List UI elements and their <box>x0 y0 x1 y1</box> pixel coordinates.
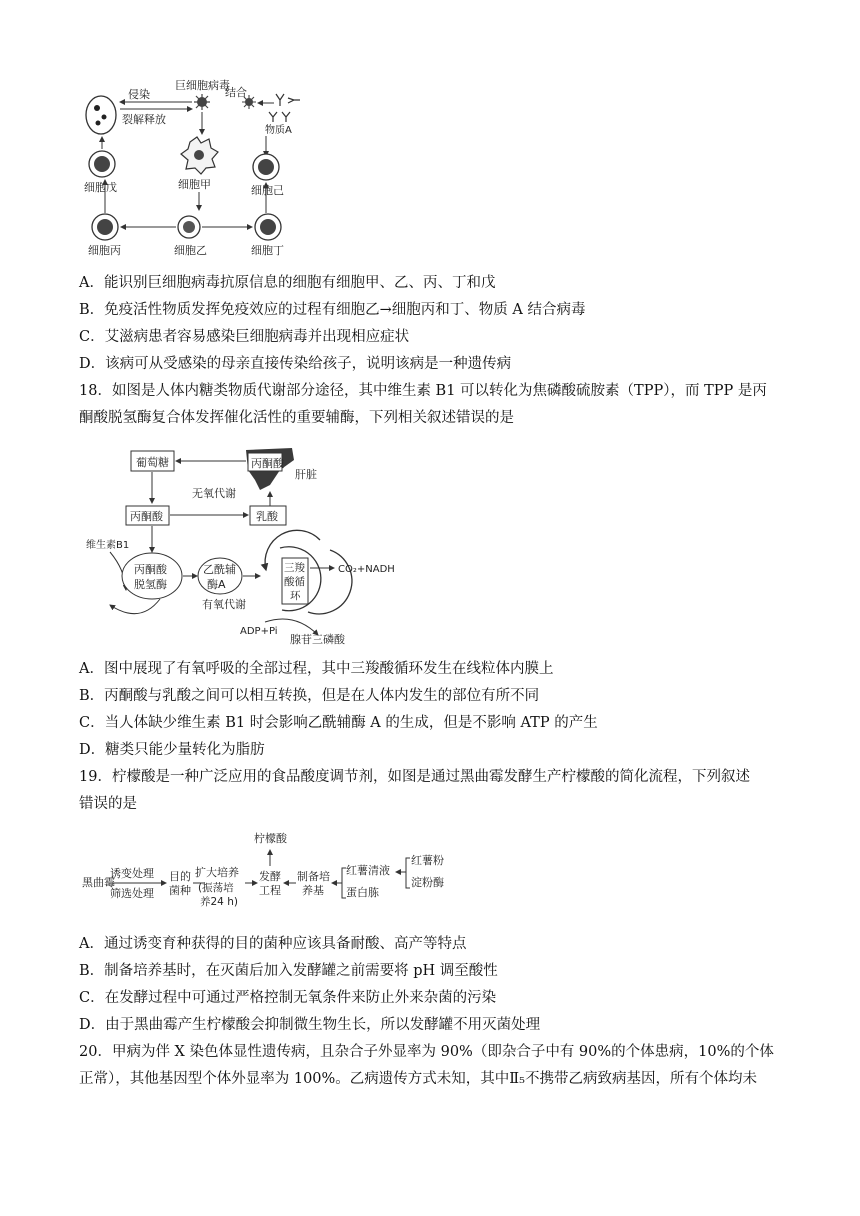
label-atp: 腺苷三磷酸 <box>290 633 345 645</box>
label-acoa-1: 乙酰辅 <box>203 563 236 576</box>
q19-stem-line-2: 错误的是 <box>79 796 137 812</box>
cell-jia <box>181 137 218 174</box>
label-aerobic: 有氧代谢 <box>202 598 246 611</box>
label-screening: 筛选处理 <box>110 887 154 900</box>
cell-ding <box>255 214 281 240</box>
figure-q18-metabolism-diagram <box>80 440 420 645</box>
label-target-2: 菌种 <box>169 884 191 897</box>
cell-yi <box>178 216 200 238</box>
cell-wu <box>89 151 115 177</box>
label-ferment-2: 工程 <box>259 884 281 897</box>
q17-option-a: A．能识别巨细胞病毒抗原信息的细胞有细胞甲、乙、丙、丁和戊 <box>79 275 496 291</box>
label-aspergillus: 黑曲霉 <box>82 876 115 889</box>
label-cell-ding: 细胞丁 <box>251 244 284 257</box>
label-peptone: 蛋白胨 <box>346 886 379 899</box>
label-sweet-potato-powder: 红薯粉 <box>411 854 444 867</box>
label-cell-ji: 细胞己 <box>251 184 284 197</box>
label-tca-3: 环 <box>290 590 301 602</box>
label-shake-2: 养24 h) <box>200 896 238 908</box>
label-tca-2: 酸循 <box>284 576 305 588</box>
label-anaerobic: 无氧代谢 <box>192 487 236 500</box>
cell-bing <box>92 214 118 240</box>
label-lyse: 裂解释放 <box>122 113 166 126</box>
label-citric: 柠檬酸 <box>254 832 287 845</box>
label-liver: 肝脏 <box>295 468 317 481</box>
antibody-icon <box>269 94 300 122</box>
q19-option-b: B．制备培养基时，在灭菌后加入发酵罐之前需要将 pH 调至酸性 <box>79 963 498 979</box>
label-cell-yi: 细胞乙 <box>174 244 207 257</box>
label-target-1: 目的 <box>169 870 191 883</box>
infected-cell <box>86 96 116 134</box>
label-invade: 侵染 <box>128 88 150 101</box>
label-vitb1: 维生素B1 <box>86 540 130 551</box>
label-glucose: 葡萄糖 <box>136 456 169 469</box>
label-cell-jia: 细胞甲 <box>178 178 211 191</box>
cell-ji <box>253 154 279 180</box>
label-bind: 结合 <box>225 86 247 99</box>
q19-option-d: D．由于黑曲霉产生柠檬酸会抑制微生物生长，所以发酵罐不用灭菌处理 <box>79 1017 541 1033</box>
label-cmv: 巨细胞病毒 <box>175 79 230 92</box>
figure-q19-flow-diagram <box>80 828 460 918</box>
q20-stem-line-2: 正常），其他基因型个体外显率为 100%。乙病遗传方式未知，其中Ⅱ₅不携带乙病致病基因，所有个体均未 <box>79 1071 757 1087</box>
label-lactate: 乳酸 <box>256 510 278 523</box>
label-expand: 扩大培养 <box>195 866 239 879</box>
q18-option-b: B．丙酮酸与乳酸之间可以相互转换，但是在人体内发生的部位有所不同 <box>79 688 540 704</box>
q18-option-c: C．当人体缺少维生素 B1 时会影响乙酰辅酶 A 的生成，但是不影响 ATP 的产生 <box>79 715 598 731</box>
label-medium-2: 养基 <box>302 884 324 897</box>
label-shake-1: (振荡培 <box>198 882 234 894</box>
q18-stem-line-1: 18．如图是人体内糖类物质代谢部分途径，其中维生素 B1 可以转化为焦磷酸硫胺素（TPP），而 TPP 是丙 <box>79 383 767 399</box>
label-co2-nadh: CO₂+NADH <box>338 564 395 575</box>
label-amylase: 淀粉酶 <box>411 876 444 889</box>
label-mutagenesis: 诱变处理 <box>110 867 154 880</box>
label-pyruvate-liver: 丙酮酸 <box>251 457 284 470</box>
q18-option-d: D．糖类只能少量转化为脂肪 <box>79 742 265 758</box>
label-ferment-1: 发酵 <box>259 870 281 883</box>
q19-stem-line-1: 19．柠檬酸是一种广泛应用的食品酸度调节剂，如图是通过黑曲霉发酵生产柠檬酸的简化流程，下列叙述 <box>79 769 750 785</box>
label-pyruvate: 丙酮酸 <box>130 510 163 523</box>
q19-option-c: C．在发酵过程中可通过严格控制无氧条件来防止外来杂菌的污染 <box>79 990 497 1006</box>
q19-option-a: A．通过诱变育种获得的目的菌种应该具备耐酸、高产等特点 <box>79 936 467 952</box>
label-adp-pi: ADP+Pi <box>240 626 278 637</box>
figure-q17-immune-diagram <box>78 16 308 261</box>
virus-icon <box>194 94 210 110</box>
label-sweet-potato-liquid: 红薯清液 <box>346 864 390 877</box>
q17-option-b: B．免疫活性物质发挥免疫效应的过程有细胞乙→细胞丙和丁、物质 A 结合病毒 <box>79 302 586 318</box>
label-acoa-2: 酶A <box>207 578 226 591</box>
q17-option-c: C．艾滋病患者容易感染巨细胞病毒并出现相应症状 <box>79 329 410 345</box>
label-tca-1: 三羧 <box>284 562 305 574</box>
label-substance-a: 物质A <box>265 125 292 136</box>
label-pdh-2: 脱氢酶 <box>134 578 167 591</box>
q20-stem-line-1: 20．甲病为伴 X 染色体显性遗传病，且杂合子外显率为 90%（即杂合子中有 90%的个体患病，10%的个体 <box>79 1044 774 1060</box>
label-medium-1: 制备培 <box>297 870 330 883</box>
label-pdh-1: 丙酮酸 <box>134 563 167 576</box>
q18-option-a: A．图中展现了有氧呼吸的全部过程，其中三羧酸循环发生在线粒体内膜上 <box>79 661 554 677</box>
label-cell-bing: 细胞丙 <box>88 244 121 257</box>
q17-option-d: D．该病可从受感染的母亲直接传染给孩子，说明该病是一种遗传病 <box>79 356 512 372</box>
q18-stem-line-2: 酮酸脱氢酶复合体发挥催化活性的重要辅酶，下列相关叙述错误的是 <box>79 410 514 426</box>
label-cell-wu: 细胞戊 <box>84 181 117 194</box>
